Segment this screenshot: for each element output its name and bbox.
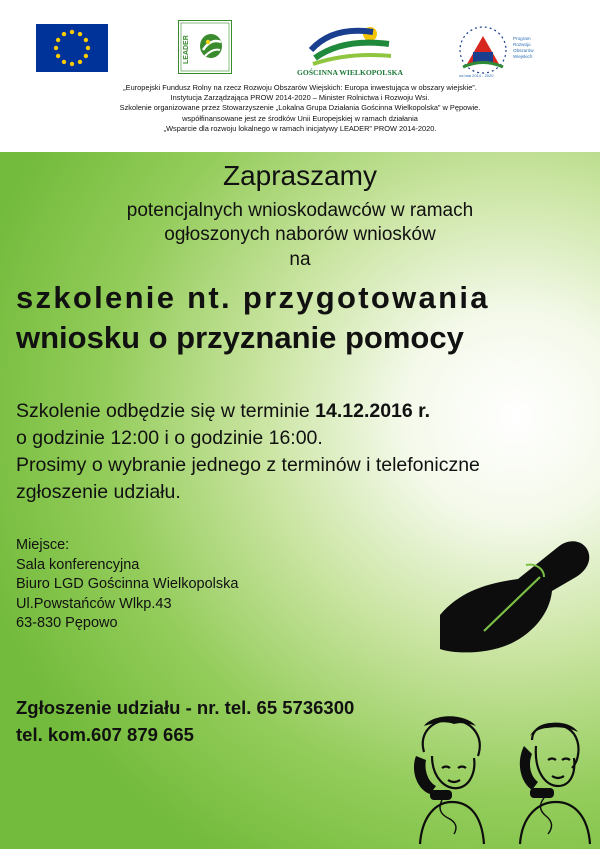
invite-line-1: potencjalnych wnioskodawców w ramach (126, 200, 474, 221)
leader-logo-icon (178, 20, 232, 74)
funding-line-5: „Wsparcie dla rozwoju lokalnego w ramach inicjatywy LEADER” PROW 2014-2020. (163, 123, 437, 133)
prow-line-4: Wiejskich (513, 54, 533, 59)
info-request-line-2: zgłoszenie udziału. (16, 481, 181, 503)
funding-line-4: współfinansowane jest ze środków Unii Europejskiej w ramach działania (182, 113, 418, 123)
registration-block (16, 694, 354, 748)
training-title-line-1: szkolenie nt. przygotowania (16, 280, 490, 315)
info-request-line-1: Prosimy o wybranie jednego z terminów i telefoniczne (16, 454, 480, 476)
training-title-line-2: wniosku o przyznanie pomocy (16, 320, 464, 355)
place-line-2: Biuro LGD Gościnna Wielkopolska (16, 576, 239, 592)
place-block (16, 536, 238, 634)
registration-mobile: tel. kom.607 879 665 (16, 724, 194, 745)
training-info (16, 398, 480, 506)
prow-2014-2020-logo-icon (455, 20, 555, 80)
header (0, 0, 600, 152)
funding-line-2: Instytucja Zarządzająca PROW 2014-2020 – Minister Rolnictwa i Rozwoju Wsi. (170, 93, 430, 103)
info-date-line (16, 398, 480, 425)
prow-years: na lata 2014 - 2020 (459, 73, 494, 78)
funding-notice (0, 83, 600, 134)
funding-line-1: „Europejski Fundusz Rolny na rzecz Rozwoju Obszarów Wiejskich: Europa inwestująca w obszary wiejskie”. (123, 83, 477, 92)
prow-line-2: Rozwoju (513, 42, 531, 47)
invite-heading: Zapraszamy (222, 160, 378, 191)
prow-line-3: Obszarów (513, 48, 534, 53)
place-line-4: 63-830 Pępowo (16, 615, 118, 631)
info-time-line: o godzinie 12:00 i o godzinie 16:00. (16, 427, 323, 449)
prow-line-1: Program (513, 36, 531, 41)
main-content (0, 152, 600, 849)
info-date: 14.12.2016 r. (315, 400, 431, 422)
place-label: Miejsce: (16, 537, 70, 553)
leader-logo-text: LEADER (183, 35, 190, 64)
invite-line-2: ogłoszonych naborów wniosków (164, 224, 436, 245)
registration-phone: Zgłoszenie udziału - nr. tel. 65 5736300 (16, 697, 355, 718)
eu-flag-icon (36, 24, 108, 72)
place-line-1: Sala konferencyjna (16, 556, 140, 573)
retro-phone-callers-icon (412, 716, 592, 844)
goscinna-wielkopolska-logo-icon (297, 20, 403, 78)
place-line-3: Ul.Powstańców Wlkp.43 (16, 595, 172, 612)
invite-line-3: na (289, 249, 311, 270)
writing-hand-icon (440, 519, 592, 656)
funding-line-3: Szkolenie organizowane przez Stowarzyszenie „Lokalna Grupa Działania Gościnna Wielkopolska” w Pępowie. (119, 103, 481, 113)
goscinna-logo-text: GOŚCINNA WIELKOPOLSKA (297, 68, 403, 77)
info-date-prefix: Szkolenie odbędzie się w terminie (16, 400, 316, 422)
